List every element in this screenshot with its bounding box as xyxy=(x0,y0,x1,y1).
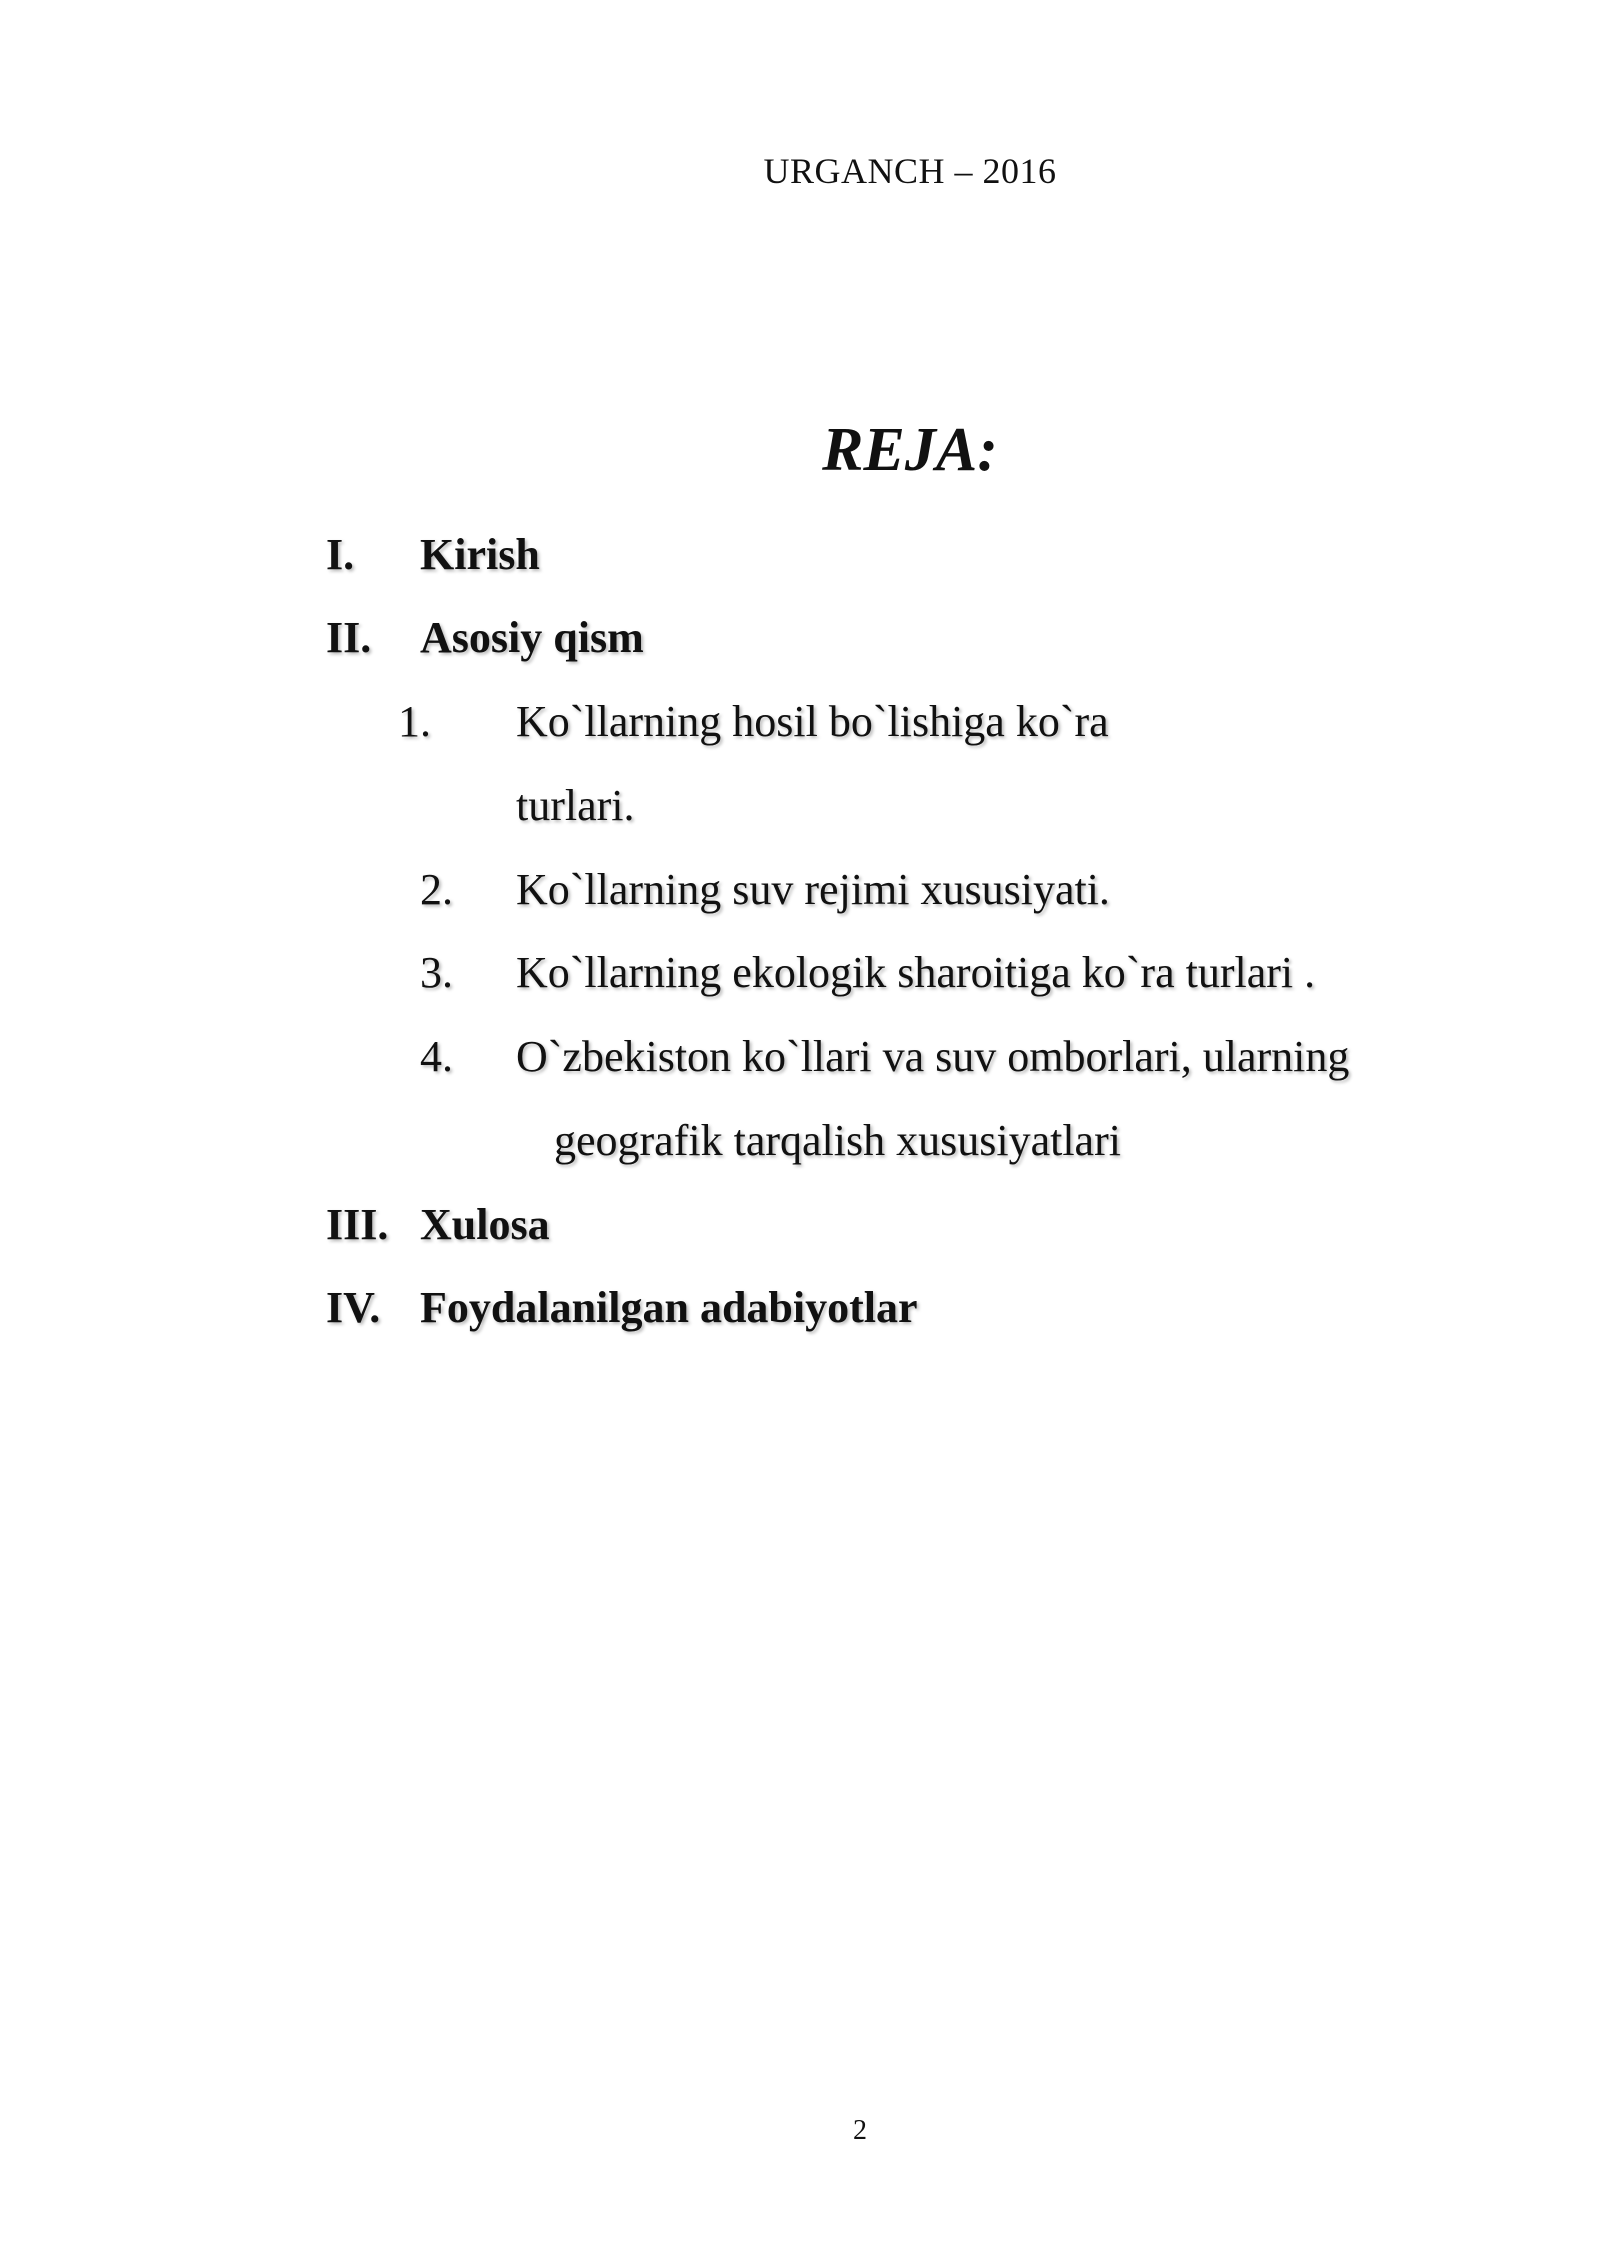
toc-item-text: Ko`llarning ekologik sharoitiga ko`ra turlari . xyxy=(516,948,1316,997)
toc-item-number: 3. xyxy=(420,948,453,997)
toc-item-text: Asosiy qism xyxy=(420,613,644,662)
plan-title: REJA: xyxy=(822,416,998,484)
toc-item-text-continuation: turlari. xyxy=(516,781,635,830)
toc-item-number: 4. xyxy=(420,1032,453,1081)
toc-item-number: III. xyxy=(326,1200,389,1249)
toc-item-number: II. xyxy=(326,613,372,662)
toc-item-number: 1. xyxy=(398,697,431,746)
page-number: 2 xyxy=(853,2115,867,2146)
toc-item-text: Ko`llarning hosil bo`lishiga ko`ra xyxy=(516,697,1109,746)
toc-item-text: O`zbekiston ko`llari va suv omborlari, ularning xyxy=(516,1032,1350,1081)
toc-item-number: IV. xyxy=(326,1283,381,1332)
toc-item-number: I. xyxy=(326,530,355,579)
toc-item-number: 2. xyxy=(420,865,453,914)
toc-item-text: Xulosa xyxy=(420,1200,550,1249)
city-year-header: URGANCH – 2016 xyxy=(763,151,1057,191)
toc-item-text: Ko`llarning suv rejimi xususiyati. xyxy=(516,865,1110,914)
toc-item-text: Foydalanilgan adabiyotlar xyxy=(420,1283,918,1332)
toc-item-text: Kirish xyxy=(420,530,540,579)
toc-item-text-continuation: geografik tarqalish xususiyatlari xyxy=(554,1116,1121,1165)
